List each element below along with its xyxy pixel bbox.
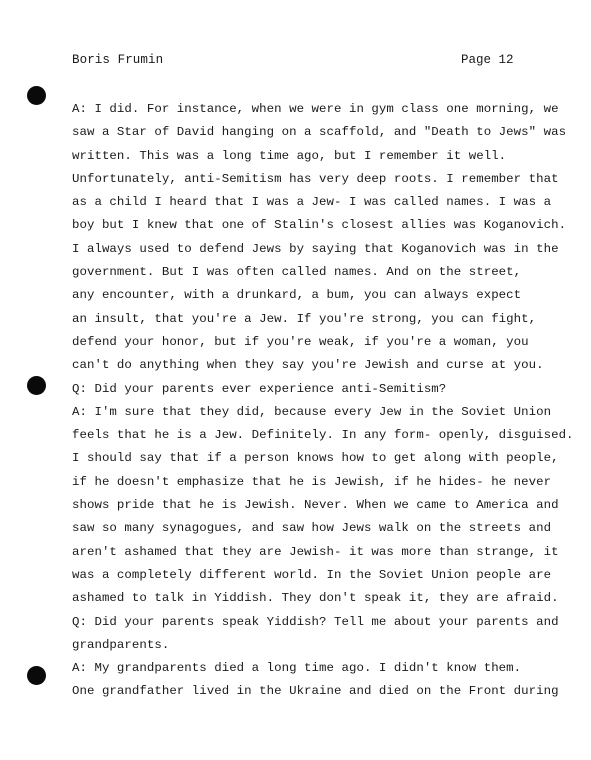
transcript-line: saw a Star of David hanging on a scaffold, and "Death to Jews" was xyxy=(72,125,567,140)
transcript-line: as a child I heard that I was a Jew- I was called names. I was a xyxy=(72,195,552,210)
transcript-line: A: I'm sure that they did, because every Jew in the Soviet Union xyxy=(72,404,552,419)
transcript-line: if he doesn't emphasize that he is Jewish, if he hides- he never xyxy=(72,474,552,489)
transcript-line: saw so many synagogues, and saw how Jews walk on the streets and xyxy=(72,521,552,536)
header-page-number: Page 12 xyxy=(461,53,514,67)
transcript-line: government. But I was often called names. And on the street, xyxy=(72,265,522,280)
transcript-line: feels that he is a Jew. Definitely. In any form- openly, disguised. xyxy=(72,428,574,443)
transcript-line: A: My grandparents died a long time ago. I didn't know them. xyxy=(72,661,522,676)
transcript-body xyxy=(72,98,574,704)
transcript-line: aren't ashamed that they are Jewish- it was more than strange, it xyxy=(72,544,559,559)
transcript-line: Unfortunately, anti-Semitism has very deep roots. I remember that xyxy=(72,171,559,186)
transcript-line: grandparents. xyxy=(72,637,170,652)
binder-hole-bottom xyxy=(27,666,46,685)
transcript-line: shows pride that he is Jewish. Never. When we came to America and xyxy=(72,498,559,513)
binder-hole-top xyxy=(27,86,46,105)
transcript-line: Q: Did your parents ever experience anti-Semitism? xyxy=(72,381,447,396)
transcript-line: any encounter, with a drunkard, a bum, you can always expect xyxy=(72,288,522,303)
transcript-line: defend your honor, but if you're weak, if you're a woman, you xyxy=(72,334,529,349)
transcript-line: One grandfather lived in the Ukraine and died on the Front during xyxy=(72,684,559,699)
transcript-line: written. This was a long time ago, but I remember it well. xyxy=(72,148,507,163)
transcript-line: A: I did. For instance, when we were in gym class one morning, we xyxy=(72,102,559,116)
header-interviewee-name: Boris Frumin xyxy=(72,53,164,67)
binder-hole-middle xyxy=(27,376,46,395)
transcript-line: I should say that if a person knows how to get along with people, xyxy=(72,451,559,466)
transcript-line: can't do anything when they say you're Jewish and curse at you. xyxy=(72,358,544,373)
transcript-line: Q: Did your parents speak Yiddish? Tell me about your parents and xyxy=(72,614,559,629)
transcript-line: ashamed to talk in Yiddish. They don't speak it, they are afraid. xyxy=(72,591,559,606)
transcript-line: an insult, that you're a Jew. If you're strong, you can fight, xyxy=(72,311,537,326)
transcript-line: was a completely different world. In the Soviet Union people are xyxy=(72,567,552,582)
transcript-line: I always used to defend Jews by saying that Koganovich was in the xyxy=(72,241,559,256)
transcript-line: boy but I knew that one of Stalin's closest allies was Koganovich. xyxy=(72,218,567,233)
